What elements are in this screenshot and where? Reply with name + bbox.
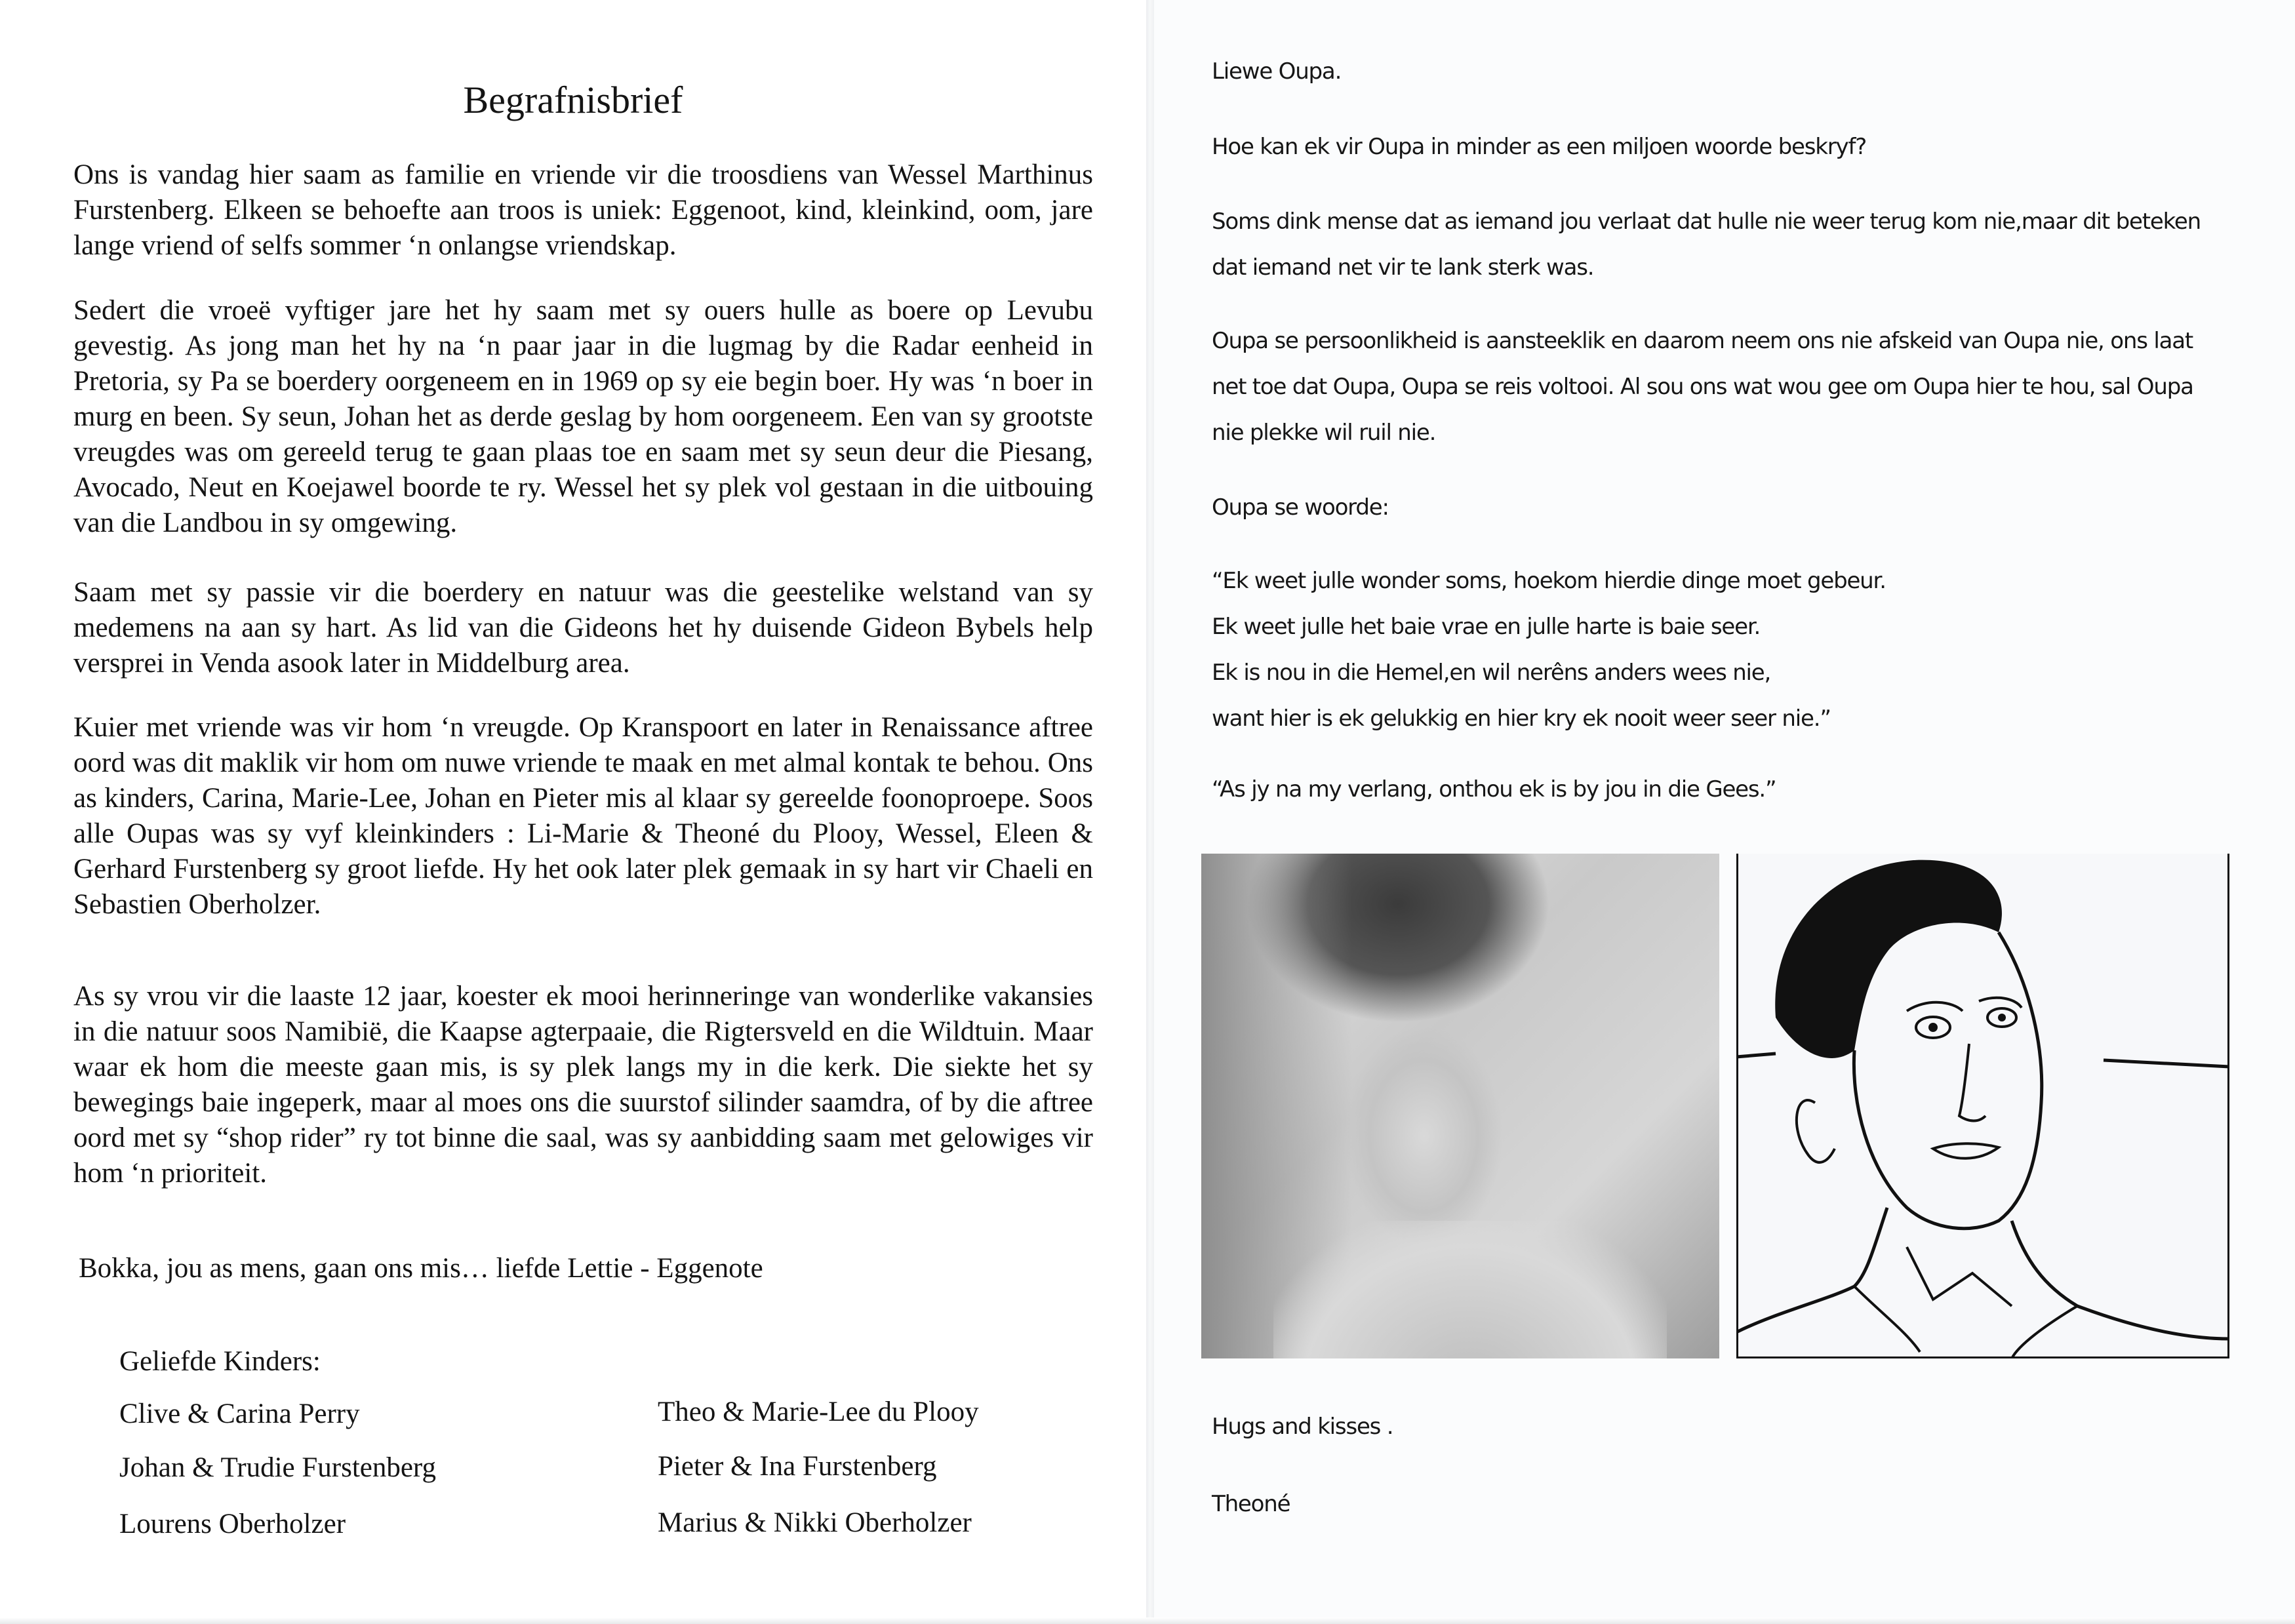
portrait-photo <box>1201 854 1719 1358</box>
question-line: Hoe kan ek vir Oupa in minder as een miljoen woorde beskryf? <box>1212 134 1867 160</box>
verse-line: want hier is ek gelukkig en hier kry ek nooit weer seer nie.” <box>1212 705 1831 732</box>
greeting: Liewe Oupa. <box>1212 58 1342 85</box>
child-entry: Clive & Carina Perry <box>119 1398 360 1429</box>
hugs-line: Hugs and kisses . <box>1212 1414 1393 1440</box>
page-fold <box>1146 0 1154 1624</box>
paragraph-line: Oupa se persoonlikheid is aansteeklik en daarom neem ons nie afskeid van Oupa nie, ons laat <box>1212 328 2193 354</box>
left-page <box>0 0 1146 1624</box>
paragraph-line: net toe dat Oupa, Oupa se reis voltooi. Al sou ons wat wou gee om Oupa hier te hou, sal Oupa <box>1212 374 2193 400</box>
page-title <box>0 77 1146 123</box>
words-heading: Oupa se woorde: <box>1212 494 1389 521</box>
paragraph-farming: Sedert die vroeë vyftiger jare het hy saam met sy ouers hulle as boere op Levubu gevestig. As jong man het hy na ‘n paar jaar in die lugmag by die Radar eenheid in Pretoria, sy Pa se boerdery oorgeneem en in 1969 op sy eie begin boer. Hy was ‘n boer in murg en been. Sy seun, Johan het as derde geslag by hom oorgeneem. Een van sy grootste vreugdes was om gereeld terug te gaan plaas toe en saam met sy seun deur die Piesang, Avocado, Neut en Koejawel boorde te ry. Wessel het sy plek vol gestaan in die uitbouing van die Landbou in sy omgewing. <box>73 295 1093 538</box>
child-entry: Theo & Marie-Lee du Plooy <box>658 1396 979 1427</box>
portrait-drawing <box>1736 854 2229 1358</box>
child-entry: Pieter & Ina Furstenberg <box>658 1451 937 1482</box>
children-heading: Geliefde Kinders: <box>119 1346 321 1377</box>
verse-line: “Ek weet julle wonder soms, hoekom hierdie dinge moet gebeur. <box>1212 568 1886 594</box>
child-entry: Marius & Nikki Oberholzer <box>658 1507 972 1538</box>
child-entry: Johan & Trudie Furstenberg <box>119 1452 436 1483</box>
signoff: Bokka, jou as mens, gaan ons mis… liefde Lettie - Eggenote <box>79 1253 763 1284</box>
drawing-frame <box>1736 854 2229 1358</box>
paragraph-friends: Kuier met vriende was vir hom ‘n vreugde. Op Kranspoort en later in Renaissance aftree oord was dit maklik vir hom om nuwe vriende te maak en met almal kontak te behou. Ons as kinders, Carina, Marie-Lee, Johan en Pieter mis al klaar sy gereelde foonoproepe. Soos alle Oupas was sy vyf kleinkinders : Li-Marie & Theoné du Plooy, Wessel, Eleen & Gerhard Furstenberg sy groot liefde. Hy het ook later plek gemaak in sy hart vir Chaeli en Sebastien Oberholzer. <box>73 712 1093 920</box>
author-name: Theoné <box>1212 1491 1290 1517</box>
paragraph-line: dat iemand net vir te lank sterk was. <box>1212 254 1594 281</box>
paragraph-wife: As sy vrou vir die laaste 12 jaar, koester ek mooi herinneringe van wonderlike vakansies in die natuur soos Namibië, die Kaapse agterpaaie, die Rigtersveld en die Wildtuin. Maar waar ek hom die meeste gaan mis, is sy plek langs my in die kerk. Die siekte het sy bewegings baie ingeperk, maar al moes ons die suurstof silinder saamdra, of by die aftree oord met sy “shop rider” ry tot binne die saal, was sy aanbidding saam met gelowiges vir hom ‘n prioriteit. <box>73 981 1093 1189</box>
paragraph-intro: Ons is vandag hier saam as familie en vriende vir die troosdiens van Wessel Marthinus Furstenberg. Elkeen se behoefte aan troos is uniek: Eggenoot, kind, kleinkind, oom, jare lange vriend of selfs sommer ‘n onlangse vriendskap. <box>73 159 1093 261</box>
verse-line: Ek is nou in die Hemel,en wil nerêns anders wees nie, <box>1212 660 1771 686</box>
verse-line: Ek weet julle het baie vrae en julle harte is baie seer. <box>1212 614 1761 640</box>
paragraph-line: nie plekke wil ruil nie. <box>1212 420 1436 446</box>
paragraph-line: Soms dink mense dat as iemand jou verlaat dat hulle nie weer terug kom nie,maar dit beteken <box>1212 208 2201 235</box>
scan-edge <box>0 1617 2295 1624</box>
photo-collar <box>1273 1221 1667 1358</box>
child-entry: Lourens Oberholzer <box>119 1509 346 1539</box>
right-page <box>1154 0 2295 1624</box>
title-text: Begrafnisbrief <box>463 79 683 121</box>
closing-quote: “As jy na my verlang, onthou ek is by jou in die Gees.” <box>1212 776 1776 802</box>
paragraph-faith: Saam met sy passie vir die boerdery en natuur was die geestelike welstand van sy medemens na aan sy hart. As lid van die Gideons het hy duisende Gideon Bybels help versprei in Venda asook later in Middelburg area. <box>73 577 1093 679</box>
